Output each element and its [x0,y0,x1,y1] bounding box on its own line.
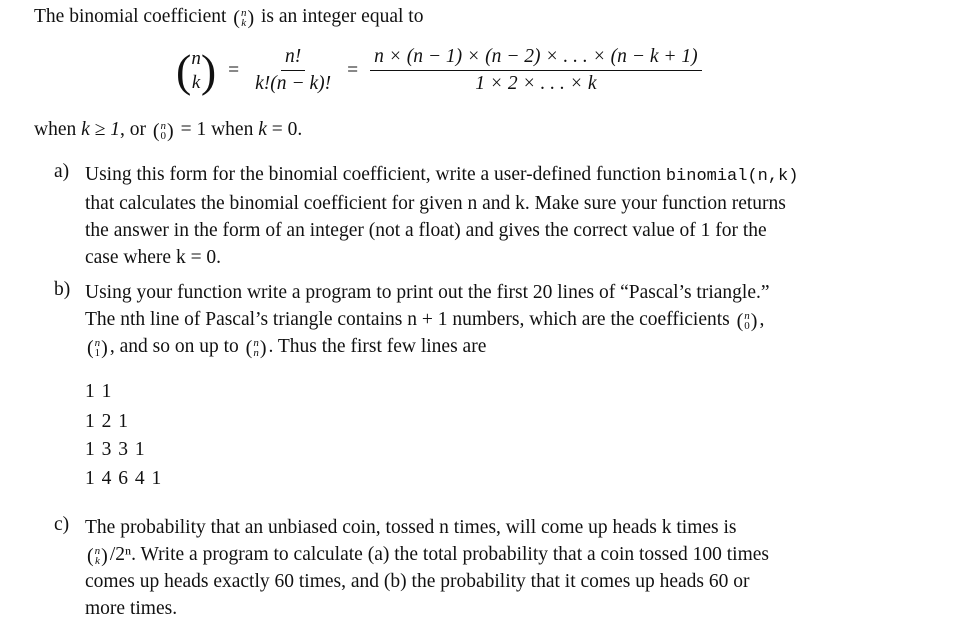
part-a-line-3: the answer in the form of an integer (not a float) and gives the correct value of 1 for the [85,220,767,241]
part-b-line-2: The nth line of Pascal’s triangle contains n + 1 numbers, which are the coefficients ( n 0 ) , [85,309,765,332]
part-b-line-3: ( n 1 ) , and so on up to ( n n ) . Thus the first few lines are [87,336,487,359]
part-c-line-2: ( n k ) /2ⁿ. Write a program to calculate (a) the total probability that a coin tossed 100 times [87,544,769,567]
function-code: binomial(n,k) [665,167,799,186]
part-a-body [85,161,798,271]
part-a-line-2: that calculates the binomial coefficient for given n and k. Make sure your function returns [85,193,786,214]
part-c-line-3: comes up heads exactly 60 times, and (b) the probability that it comes up heads 60 or [85,571,750,592]
intro-text-before: The binomial coefficient [34,6,232,27]
pascal-line-3: 1 3 3 1 [85,439,146,460]
part-b-line-1: Using your function write a program to print out the first 20 lines of “Pascal’s triangle.” [85,282,770,303]
part-c-line-1: The probability that an unbiased coin, tossed n times, will come up heads k times is [85,517,737,538]
part-a-label: a) [54,161,70,182]
binomial-inline-n-1: ( n 1 ) [87,336,108,359]
binomial-inline-n-0: ( n 0 ) [736,309,758,332]
binomial-inline-n-0: ( n 0 ) [152,119,174,142]
binomial-large: ( n k ) [176,44,217,96]
equals-sign: = [228,59,240,81]
fraction-factorial: $\frac{n!}{k!(n - k)!}$ [255,46,332,94]
part-b-body [85,279,770,360]
part-c-body [85,514,769,622]
binomial-formula [176,46,702,95]
pascal-line-4: 1 4 6 4 1 [85,468,163,489]
part-b-label: b) [54,279,71,300]
equals-sign: = [347,59,359,81]
intro-text-after: is an integer equal to [256,6,424,27]
part-c-line-4: more times. [85,598,178,619]
part-a-line-1: Using this form for the binomial coefficient, write a user-defined function binomial(n,k) [85,164,799,186]
pascal-line-1: 1 1 [85,381,113,402]
part-c-label: c) [54,514,70,535]
intro-line-1 [34,6,423,28]
fraction-product: $\frac{n \times (n - 1) \times (n - 2) \times . . . \times (n - k + 1)}{1 \times 2 \times . . . \times k}$ [370,46,702,95]
binomial-inline-n-k: ( n k ) [87,544,108,567]
intro-when-line: when k ≥ 1, or ( n 0 ) = 1 when k = 0. [34,119,303,142]
binomial-inline-n-n: ( n n ) [245,336,267,359]
part-a-line-4: case where k = 0. [85,247,222,268]
binomial-inline-n-k: ( n k ) [233,6,255,29]
pascal-line-2: 1 2 1 [85,411,129,432]
